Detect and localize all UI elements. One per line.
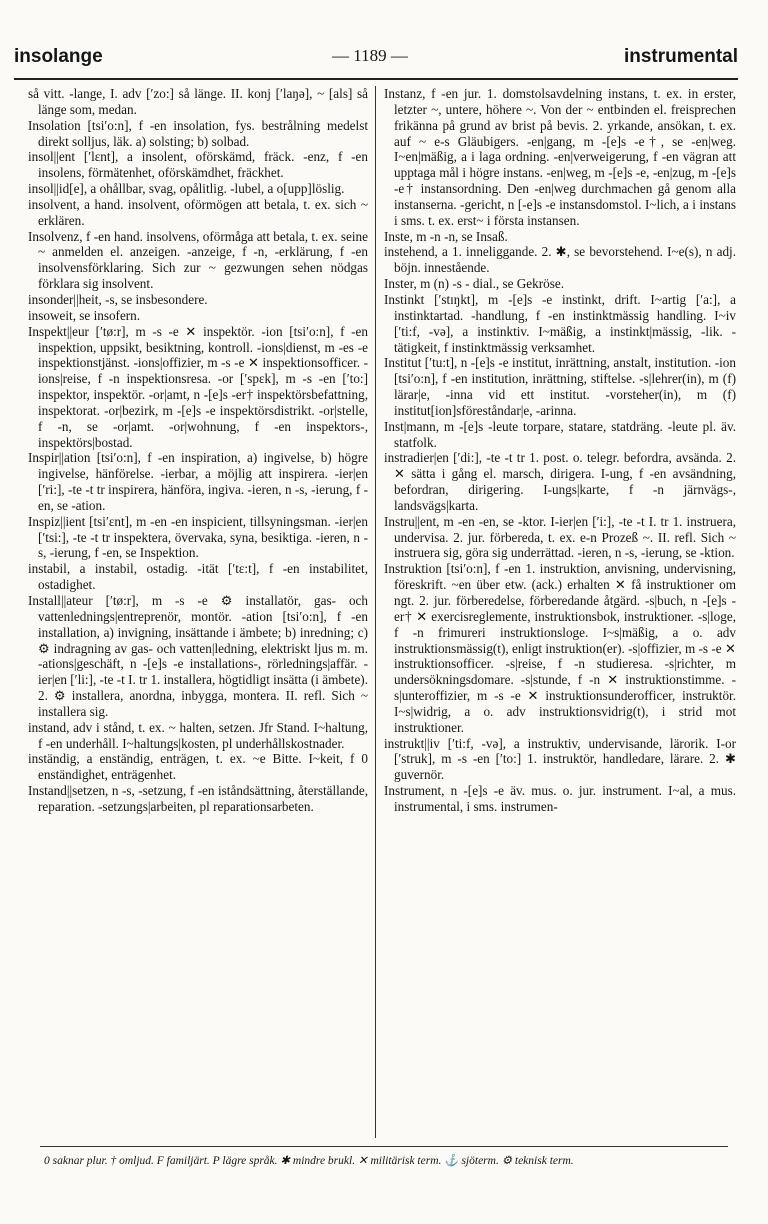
page-number: — 1189 — bbox=[332, 46, 408, 65]
left-column bbox=[28, 86, 368, 1141]
dictionary-entry: Instinkt [′stɪŋkt], m -[e]s -e instinkt, drift. I~artig [′a:], a instinktartad. -handlung, f -en instinktmässig handling. I~iv [′ti:f, -və], a instinktiv. I~mäßig, a instinkt|mässig, -lik. -tätigkeit, f instinktmässig verksamhet. bbox=[384, 291, 736, 355]
dictionary-entry: insol||id[e], a ohållbar, svag, opålitlig. -lubel, a o[upp]löslig. bbox=[28, 181, 345, 197]
dictionary-entry: Instanz, f -en jur. 1. domstolsavdelning instans, t. ex. in erster, letzter ~, untere, höhere ~. Von der ~ entbinden el. freisprechen frikänna på grund av brist på bevis. 2. yrkande, ansökan, t. ex. auf ~ e-s Gläubigers. -en|gang, m -[e]s -e†, se -en|weg. I~en|mäßig, a i laga ordning. -en|verweigerung, f -en vägran att upptaga mål i högre instans. -en|weg, m -[e]s -e, -en|zug, m -[e]s -e† instansordning. Den -en|weg durchmachen gå genom alla instanserna. -gericht, n [-e]s -e instansdomstol. I~lich, a i instans i sms. t. ex. erst~ i första instansen. bbox=[384, 86, 736, 228]
dictionary-entry: Instrument, n -[e]s -e äv. mus. o. jur. instrument. I~al, a mus. instrumental, i sms. instrumen- bbox=[384, 783, 736, 814]
dictionary-entry: insoweit, se insofern. bbox=[28, 307, 141, 323]
dictionary-entry: så vitt. -lange, I. adv [′zo:] så länge. II. konj [′laŋə], ~ [als] så länge som, medan. bbox=[28, 86, 368, 117]
dictionary-entry: insonder||heit, -s, se insbesondere. bbox=[28, 291, 208, 307]
left-running-headword: insolange bbox=[14, 46, 103, 67]
right-column bbox=[384, 86, 736, 1141]
dictionary-entry: Inspir||ation [tsi′o:n], f -en inspiration, a) ingivelse, b) högre ingivelse, hänförelse. -ierbar, a möjlig att inspirera. -ier|en [′ri:], -te -t tr inspirera, hänföra, ingiva. -ieren, n -s, -ierung, f -en, se -ation. bbox=[28, 450, 368, 513]
dictionary-entry: Institut [′tu:t], n -[e]s -e institut, inrättning, anstalt, institution. -ion [tsi′o:n], f -en institution, inrättning, stiftelse. -s|lehrer(in), m (f) lärar|e, -inna vid ett institut. -vorsteher(in), m (f) institut[ion]sföreståndar|e, -arinna. bbox=[384, 355, 736, 418]
dictionary-entry: Instru||ent, m -en -en, se -ktor. I-ier|en [′i:], -te -t I. tr 1. instruera, undervisa. 2. jur. förbereda, t. ex. e-n Prozeß ~. II. refl. Sich ~ instruera sig, göra sig underrättad. -ieren, n -s, -ierung, se -ktion. bbox=[384, 513, 736, 561]
dictionary-entry: Instruktion [tsi′o:n], f -en 1. instruktion, anvisning, undervisning, föreskrift. ~en über etw. (ack.) erhalten ✕ få instruktioner om ngt. 2. jur. förberedelse, förberedande åtgärd. -s|buch, n -[e]s -er† ✕ exercisreglemente, instruktionsbok, instruktioner. -s|loge, f -n frimureri instruktionsloge. I~s|mäßig, a o. adv instruktionsmässig(t), enligt instruktion(er). -s|offizier, m -s -e ✕ instruktionsofficer. -s|reise, f -n studieresa. -s|richter, m undersökningsdomare. -s|stunde, f -n ✕ instruktionstimme. -s|unteroffizier, m -s -e ✕ instruktionsunderofficer, instruktör. I~s|widrig, a o. adv instruktionsvidrig(t), i strid mot instruktioner. bbox=[384, 561, 736, 735]
dictionary-entry: insol||ent [′lɛnt], a insolent, oförskämd, fräck. -enz, f -en insolens, förmätenhet, oförskämdhet, fräckhet. bbox=[28, 149, 368, 181]
dictionary-entry: Insolation [tsi′o:n], f -en insolation, fys. bestrålning medelst direkt solljus, läk. a) solsting; b) solbad. bbox=[28, 117, 368, 149]
footer-rule bbox=[40, 1146, 728, 1147]
page-header bbox=[14, 46, 738, 76]
dictionary-entry: instrukt||iv [′ti:f, -və], a instruktiv, undervisande, lärorik. I-or [′struk], m -s -en [′to:] 1. instruktör, handledare, lärare. 2. ✱ guvernör. bbox=[384, 735, 736, 783]
column-divider bbox=[375, 86, 376, 1138]
right-running-headword: instrumental bbox=[623, 46, 738, 67]
dictionary-entry: Inste, m -n -n, se Insaß. bbox=[384, 228, 508, 244]
dictionary-entry: instradier|en [′di:], -te -t tr 1. post. o. telegr. befordra, avsända. 2. ✕ sätta i gång el. marsch, dirigera. I-ung, f -en avsändning, befordran, dirigering. I-ungs|karte, f -n järnvägs-, landsvägs|karta. bbox=[384, 450, 736, 513]
dictionary-entry: insolvent, a hand. insolvent, oförmögen att betala, t. ex. sich ~ erklären. bbox=[28, 196, 368, 228]
dictionary-entry: inständig, a enständig, enträgen, t. ex. ~e Bitte. I~keit, f 0 enständighet, enträgenhet. bbox=[28, 751, 368, 783]
abbreviation-legend: 0 saknar plur. † omljud. F familjärt. P lägre språk. ✱ mindre brukl. ✕ militärisk term. ⚓ sjöterm. ⚙ teknisk term. bbox=[44, 1155, 574, 1167]
dictionary-entry: Install||ateur [′tø:r], m -s -e ⚙ installatör, gas- och vattenlednings|entreprenör, montör. -ation [tsi′o:n], f -en installation, a) invigning, insättande i ämbete; b) inredning; c) ⚙ indragning av gas- och vatten|ledning, elektriskt ljus m. m. -ations|geschäft, n -[e]s -e installations-, rörlednings|affär. -ier|en [′li:], -te -t I. tr 1. installera, högtidligt insätta (i ämbete). 2. ⚙ installera, anordna, inbygga, montera. II. refl. Sich ~ installera sig. bbox=[28, 593, 368, 719]
dictionary-entry: instabil, a instabil, ostadig. -ität [′tɛ:t], f -en instabilitet, ostadighet. bbox=[28, 561, 368, 593]
header-rule bbox=[14, 78, 738, 80]
dictionary-entry: Instand||setzen, n -s, -setzung, f -en iståndsättning, återställande, reparation. -setzungs|arbeiten, pl reparationsarbeten. bbox=[28, 783, 368, 814]
dictionary-entry: instehend, a 1. inneliggande. 2. ✱, se bevorstehend. I~e(s), n adj. böjn. innestående. bbox=[384, 244, 736, 276]
dictionary-entry: Insolvenz, f -en hand. insolvens, oförmåga att betala, t. ex. seine ~ anmelden el. anzeigen. -anzeige, f -n, -erklärung, f -en insolvensförklaring. Sich zur ~ gezwungen sehen nödgas förklara sig insolvent. bbox=[28, 228, 368, 292]
dictionary-entry: instand, adv i stånd, t. ex. ~ halten, setzen. Jfr Stand. I~haltung, f -en underhåll. I~haltungs|kosten, pl underhållskostnader. bbox=[28, 719, 368, 751]
dictionary-entry: Inster, m (n) -s - dial., se Gekröse. bbox=[384, 276, 565, 292]
dictionary-entry: Inspekt||eur [′tø:r], m -s -e ✕ inspektör. -ion [tsi′o:n], f -en inspektion, uppsikt, besiktning, kontroll. -ions|dienst, m -es -e inspektionstjänst. -ions|offizier, m -s -e ✕ inspektionsofficer. -ions|reise, f -n inspektionsresa. -or [′spɛk], m -s -en [′to:] inspektor, inspektör. -or|amt, n -[e]s -er† inspektörsbefattning, inspektorat. -or|bezirk, m -[e]s -e inspektörsdistrikt. -or|stelle, f -n, se -or|amt. -or|wohnung, f -en inspektors-, inspektörs|bostad. bbox=[28, 323, 368, 450]
dictionary-entry: Inspiz||ient [tsi′ɛnt], m -en -en inspicient, tillsyningsman. -ier|en [′tsi:], -te -t tr inspektera, övervaka, syna, besiktiga. -ieren, n -s, -ierung, f -en, se Inspektion. bbox=[28, 513, 368, 561]
dictionary-entry: Inst|mann, m -[e]s -leute torpare, statare, statdräng. -leute pl. äv. statfolk. bbox=[384, 418, 736, 450]
